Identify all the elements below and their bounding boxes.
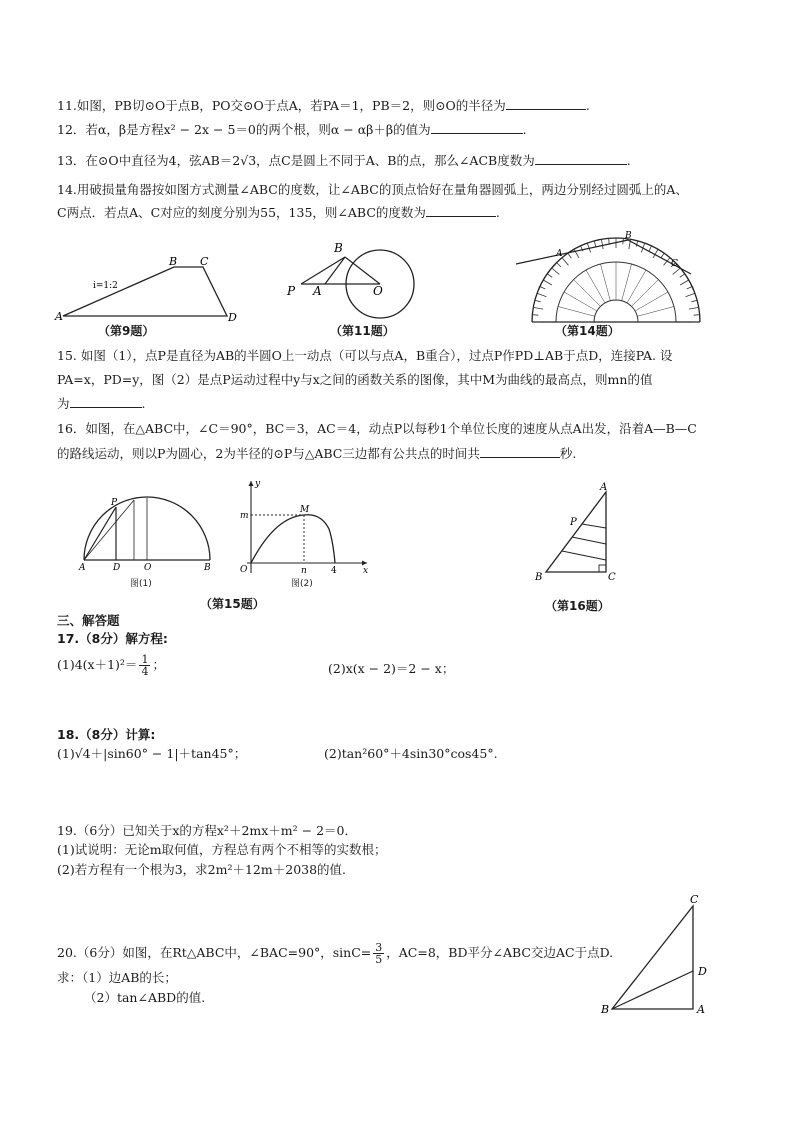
label-C: C [608, 572, 616, 583]
frac-numerator: 1 [141, 653, 149, 666]
triangle-ABC [546, 492, 606, 572]
protractor-radial-line [586, 270, 605, 303]
question-11 [57, 97, 590, 114]
protractor-radial-line [637, 306, 674, 316]
answer-blank-14[interactable] [426, 204, 496, 217]
question-14-line1: 14.用破损量角器按如图方式测量∠ABC的度数，让∠ABC的顶点恰好在量角器圆弧上，两边分别经过圆弧上的A、 [57, 182, 688, 197]
protractor-radial-line [635, 292, 668, 311]
question-15-line2: PA=x，PD=y，图（2）是点P运动过程中y与x之间的函数关系的图像，其中M为曲线的最高点，则mn的值 [57, 372, 653, 387]
question-16-end: 秒. [559, 446, 577, 461]
function-curve [251, 515, 335, 563]
question-16-line2-text: 的路线运动，则以P为圆心，2为半径的⊙P与△ABC三边都有公共点的时间共 [57, 446, 480, 461]
tick-2 [572, 537, 606, 544]
protractor-tick [680, 274, 685, 277]
protractor-radial-line [574, 280, 601, 307]
label-B: B [204, 563, 211, 573]
label-O: O [240, 565, 248, 575]
protractor-tick [547, 274, 552, 277]
question-17-title: 17.（8分）解方程: [57, 631, 168, 646]
protractor-tick [532, 315, 538, 316]
question-18-title: 18.（8分）计算: [57, 727, 156, 742]
protractor-radial-line [627, 270, 646, 303]
radius-OB [345, 257, 380, 284]
trapezoid-shape [63, 267, 227, 316]
question-11-end: . [585, 98, 590, 113]
protractor-tick [533, 307, 543, 309]
triangle-ABC [612, 906, 693, 1009]
label-M: M [300, 505, 310, 515]
protractor-tick [689, 307, 699, 309]
protractor-tick [691, 300, 697, 302]
question-18-part1: (1)√4＋|sin60° − 1|＋tan45°； [57, 746, 247, 761]
label-A: A [313, 284, 322, 298]
label-D: D [113, 563, 121, 573]
tangent-PB [301, 257, 345, 284]
question-14-end: . [495, 205, 500, 220]
chord-AB [325, 257, 345, 284]
q20-suffix: ，AC=8，BD平分∠ABC交边AC于点D. [386, 945, 614, 960]
question-11-text: 11.如图，PB切⊙O于点B，PO交⊙O于点A，若PA＝1，PB＝2，则⊙O的半径为 [57, 98, 506, 113]
protractor-tick [694, 315, 700, 316]
protractor-tick [687, 287, 692, 290]
label-A: A [79, 563, 86, 573]
answer-blank-15[interactable] [70, 395, 142, 408]
label-B: B [334, 241, 343, 255]
question-16-line2 [57, 445, 576, 462]
label-C: C [200, 255, 209, 268]
protractor-tick [537, 293, 546, 296]
question-19-part1: (1)试说明：无论m取何值，方程总有两个不相等的实数根； [57, 842, 387, 857]
label-P: P [287, 284, 296, 298]
label-x: x [363, 566, 369, 576]
label-A: A [556, 249, 563, 259]
protractor-radial-line [632, 280, 659, 307]
protractor-tick [609, 238, 610, 244]
y-arrow-icon [249, 481, 254, 486]
figure-16-caption: （第16题） [545, 599, 610, 613]
ray-BA [516, 240, 628, 264]
q20-prefix: 20.（6分）如图，在Rt△ABC中，∠BAC=90°，sinC= [57, 945, 372, 960]
protractor-tick [568, 253, 571, 258]
answer-blank-16[interactable] [480, 445, 560, 458]
figure-15-2-sublabel: 图(2) [291, 579, 313, 589]
label-O: O [144, 563, 152, 573]
figure-15-2-graph [237, 477, 372, 577]
ray-BC [628, 240, 691, 274]
question-12-text: 12．若α，β是方程x² − 2x − 5＝0的两个根，则α − αβ＋β的值为 [57, 122, 431, 137]
label-A: A [600, 482, 608, 493]
label-O: O [373, 284, 383, 298]
label-B: B [601, 1003, 610, 1016]
question-12-end: . [522, 122, 527, 137]
question-20-part1: 求：（1）边AB的长； [57, 970, 177, 985]
protractor-tick [535, 300, 541, 302]
figure-16-triangle [532, 484, 622, 584]
q17-p1-prefix: (1)4(x＋1)²＝ [57, 657, 138, 672]
question-20-part2: （2）tan∠ABD的值. [84, 990, 206, 1005]
bisector-BD [612, 971, 693, 1009]
figure-15-1-sublabel: 图(1) [130, 579, 152, 589]
question-19-title: 19.（6分）已知关于x的方程x²＋2mx＋m² − 2＝0． [57, 823, 357, 838]
protractor-tick [680, 280, 689, 285]
fraction-three-fifths [373, 942, 384, 965]
question-14-line2-text: C两点．若点A、C对应的刻度分别为55，135，则∠ABC的度数为 [57, 205, 426, 220]
question-18-part2: (2)tan²60°＋4sin30°cos45°. [324, 746, 498, 761]
protractor-tick [649, 246, 652, 251]
fraction-one-quarter [139, 654, 150, 677]
chord-PA [84, 507, 116, 560]
figure-20-triangle [598, 892, 718, 1022]
question-14-line2 [57, 204, 500, 221]
question-17-part1 [57, 654, 165, 677]
protractor-radial-line [600, 264, 610, 301]
protractor-tick [557, 263, 561, 267]
label-A: A [697, 1003, 705, 1016]
frac-numerator: 3 [375, 941, 383, 954]
protractor-tick [601, 239, 603, 249]
protractor-center-arc [594, 300, 638, 322]
figure-14-caption: （第14题） [555, 324, 620, 338]
answer-blank-12[interactable] [431, 121, 523, 134]
figure-15-1-semicircle [76, 495, 216, 575]
protractor-radial-line [558, 306, 595, 316]
question-20-statement [57, 942, 613, 965]
question-12 [57, 121, 527, 138]
tick-3 [562, 551, 606, 560]
label-C: C [690, 893, 699, 906]
label-B: B [169, 255, 178, 268]
protractor-radial-line [564, 292, 597, 311]
label-P: P [111, 498, 118, 508]
frac-denominator: 4 [141, 665, 149, 678]
figure-15-caption: （第15题） [200, 597, 265, 611]
label-n: n [301, 566, 307, 576]
label-P: P [570, 517, 577, 528]
protractor-radial-line [622, 264, 632, 301]
protractor-tick [562, 258, 568, 266]
question-17-part2: (2)x(x − 2)＝2 − x； [328, 661, 455, 676]
slope-label: i=1:2 [93, 281, 118, 291]
frac-denominator: 5 [375, 953, 383, 966]
label-D: D [228, 311, 237, 324]
figure-11-circle-tangent [285, 240, 415, 325]
right-angle-mark [599, 565, 606, 572]
answer-blank-13[interactable] [535, 152, 627, 165]
figure-9-trapezoid [55, 255, 255, 335]
q17-p1-end: ； [152, 657, 165, 672]
protractor-tick [543, 280, 552, 285]
question-16-line1: 16．如图，在△ABC中，∠C＝90°，BC＝3，AC＝4，动点P以每秒1个单位长度的速度从点A出发，沿着A—B—C [57, 421, 697, 436]
label-4: 4 [331, 566, 337, 576]
question-15-line3 [57, 395, 146, 412]
protractor-tick [594, 241, 596, 247]
label-B: B [535, 572, 543, 583]
question-13-text: 13．在⊙O中直径为4，弦AB＝2√3，点C是圆上不同于A、B的点，那么∠ACB度数为 [57, 153, 535, 168]
question-15-line1: 15. 如图（1），点P是直径为AB的半圆O上一动点（可以与点A，B重合），过点P作PD⊥AB于点D，连接PA. 设 [57, 348, 673, 363]
question-13-end: . [626, 153, 631, 168]
figure-9-caption: （第9题） [98, 324, 155, 338]
label-C: C [671, 259, 678, 269]
label-A: A [55, 310, 63, 323]
figure-14-protractor [516, 231, 706, 329]
question-15-line3-text: 为 [57, 396, 70, 411]
section-3-heading: 三、解答题 [57, 613, 120, 628]
answer-blank-11[interactable] [506, 97, 586, 110]
protractor-tick [540, 287, 545, 290]
protractor-tick [686, 293, 695, 296]
label-D: D [698, 965, 707, 978]
figure-11-caption: （第11题） [330, 324, 395, 338]
tick-1 [582, 524, 606, 528]
label-B: B [625, 231, 632, 241]
question-13 [57, 152, 631, 169]
x-arrow-icon [362, 561, 367, 566]
label-y: y [255, 479, 261, 489]
label-m: m [240, 511, 249, 521]
protractor-tick [552, 268, 560, 274]
question-19-part2: (2)若方程有一个根为3，求2m²＋12m＋2038的值. [57, 862, 347, 877]
question-15-end: . [141, 396, 146, 411]
